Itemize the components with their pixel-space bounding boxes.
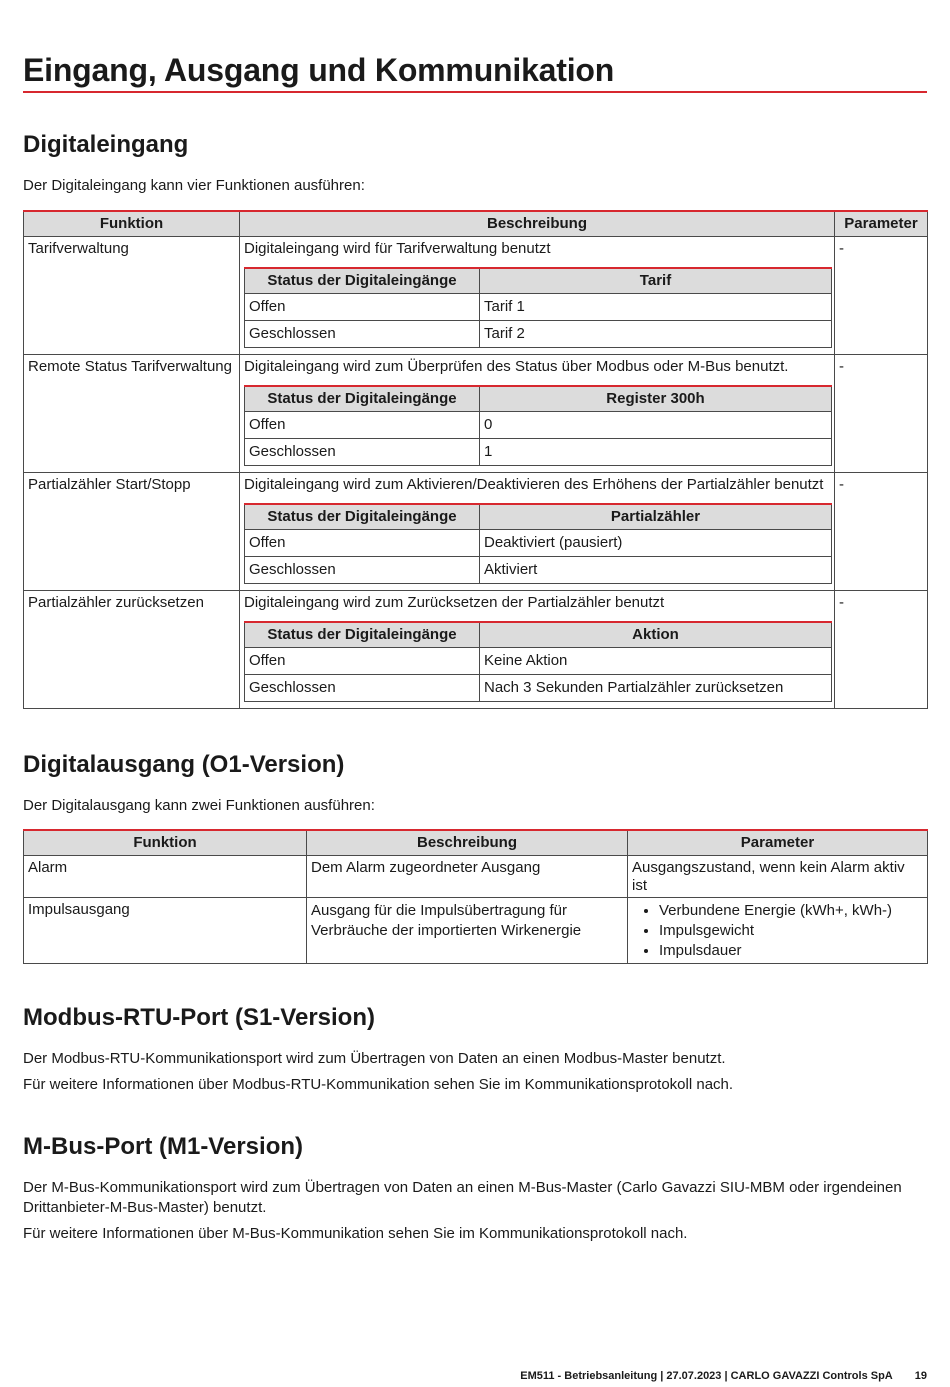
sub-row [245, 439, 832, 466]
mbus-paragraph-2: Für weitere Informationen über M-Bus-Kommunikation sehen Sie im Kommunikationsprotokoll nach. [23, 1225, 688, 1242]
function-cell: Alarm [24, 856, 307, 898]
sub-cell: Geschlossen [245, 557, 480, 584]
digital-output-intro: Der Digitalausgang kann zwei Funktionen ausführen: [23, 797, 375, 814]
description-text: Digitaleingang wird zum Zurücksetzen der Partialzähler benutzt [244, 594, 665, 611]
sub-row [245, 675, 832, 702]
col-header-function: Funktion [24, 211, 240, 237]
parameter-cell: Ausgangszustand, wenn kein Alarm aktiv ist [628, 856, 928, 898]
sub-header-value: Register 300h [480, 386, 832, 412]
status-subtable [244, 503, 832, 584]
parameter-cell [628, 898, 928, 964]
sub-row [245, 530, 832, 557]
page-footer [520, 1370, 927, 1382]
mbus-paragraph-1: Der M-Bus-Kommunikationsport wird zum Übertragen von Daten an einen M-Bus-Master (Carlo Gavazzi SIU-MBM oder irgendeinen Drittanbieter-M-Bus-Master) benutzt. [23, 1179, 902, 1216]
list-item: • Impulsgewicht [659, 921, 923, 941]
table-row [24, 473, 928, 591]
sub-row [245, 412, 832, 439]
list-item: • Impulsdauer [659, 941, 923, 961]
sub-header-value: Tarif [480, 268, 832, 294]
section-heading-modbus: Modbus-RTU-Port (S1-Version) [23, 1004, 375, 1031]
description-cell [240, 591, 835, 709]
sub-cell: Offen [245, 294, 480, 321]
section-heading-digital-input: Digitaleingang [23, 131, 189, 158]
section-heading-mbus: M-Bus-Port (M1-Version) [23, 1133, 304, 1160]
digital-input-table [23, 210, 928, 709]
sub-cell: Offen [245, 648, 480, 675]
table-header-row [24, 830, 928, 856]
function-cell: Partialzähler zurücksetzen [24, 591, 240, 709]
description-cell [240, 237, 835, 355]
page-title: Eingang, Ausgang und Kommunikation [23, 52, 615, 88]
description-text: Digitaleingang wird zum Aktivieren/Deaktivieren des Erhöhens der Partialzähler benutzt [244, 476, 824, 493]
digital-output-table [23, 829, 928, 964]
sub-cell: Deaktiviert (pausiert) [480, 530, 832, 557]
sub-cell: Geschlossen [245, 439, 480, 466]
modbus-paragraph-1: Der Modbus-RTU-Kommunikationsport wird zum Übertragen von Daten an einen Modbus-Master benutzt. [23, 1050, 726, 1067]
table-row [24, 591, 928, 709]
parameter-list [632, 901, 923, 961]
sub-header-value: Aktion [480, 622, 832, 648]
page-number: 19 [914, 1370, 927, 1382]
footer-text: EM511 - Betriebsanleitung | 27.07.2023 | CARLO GAVAZZI Controls SpA [520, 1370, 893, 1382]
col-header-description: Beschreibung [307, 830, 628, 856]
function-cell: Impulsausgang [24, 898, 307, 964]
sub-row [245, 294, 832, 321]
sub-cell: Tarif 1 [480, 294, 832, 321]
sub-cell: Geschlossen [245, 675, 480, 702]
table-row [24, 237, 928, 355]
title-rule [23, 91, 927, 93]
function-cell: Remote Status Tarifverwaltung [24, 355, 240, 473]
table-row [24, 355, 928, 473]
sub-row [245, 557, 832, 584]
sub-cell: 1 [480, 439, 832, 466]
parameter-cell: - [835, 473, 928, 591]
description-cell: Ausgang für die Impulsübertragung für Verbräuche der importierten Wirkenergie [307, 898, 628, 964]
function-cell: Tarifverwaltung [24, 237, 240, 355]
function-cell: Partialzähler Start/Stopp [24, 473, 240, 591]
sub-header-value: Partialzähler [480, 504, 832, 530]
modbus-paragraph-2: Für weitere Informationen über Modbus-RTU-Kommunikation sehen Sie im Kommunikationsprotokoll nach. [23, 1076, 734, 1093]
sub-header-status: Status der Digitaleingänge [245, 622, 480, 648]
parameter-cell: - [835, 591, 928, 709]
col-header-description: Beschreibung [240, 211, 835, 237]
sub-cell: Tarif 2 [480, 321, 832, 348]
sub-cell: Offen [245, 530, 480, 557]
col-header-parameter: Parameter [628, 830, 928, 856]
description-cell [240, 473, 835, 591]
sub-cell: Aktiviert [480, 557, 832, 584]
sub-header-status: Status der Digitaleingänge [245, 268, 480, 294]
status-subtable [244, 621, 832, 702]
sub-cell: Nach 3 Sekunden Partialzähler zurücksetzen [480, 675, 832, 702]
digital-input-intro: Der Digitaleingang kann vier Funktionen ausführen: [23, 177, 365, 194]
sub-header-status: Status der Digitaleingänge [245, 386, 480, 412]
parameter-cell: - [835, 237, 928, 355]
status-subtable [244, 267, 832, 348]
sub-row [245, 321, 832, 348]
status-subtable [244, 385, 832, 466]
col-header-function: Funktion [24, 830, 307, 856]
table-row [24, 898, 928, 964]
table-row [24, 856, 928, 898]
description-cell [240, 355, 835, 473]
sub-cell: Keine Aktion [480, 648, 832, 675]
col-header-parameter: Parameter [835, 211, 928, 237]
list-item: • Verbundene Energie (kWh+, kWh-) [659, 901, 923, 921]
parameter-cell: - [835, 355, 928, 473]
table-header-row [24, 211, 928, 237]
description-text: Digitaleingang wird für Tarifverwaltung benutzt [244, 240, 551, 257]
sub-row [245, 648, 832, 675]
description-text: Digitaleingang wird zum Überprüfen des Status über Modbus oder M-Bus benutzt. [244, 358, 789, 375]
sub-cell: 0 [480, 412, 832, 439]
description-cell: Dem Alarm zugeordneter Ausgang [307, 856, 628, 898]
section-heading-digital-output: Digitalausgang (O1-Version) [23, 751, 345, 778]
sub-cell: Offen [245, 412, 480, 439]
sub-header-status: Status der Digitaleingänge [245, 504, 480, 530]
sub-cell: Geschlossen [245, 321, 480, 348]
